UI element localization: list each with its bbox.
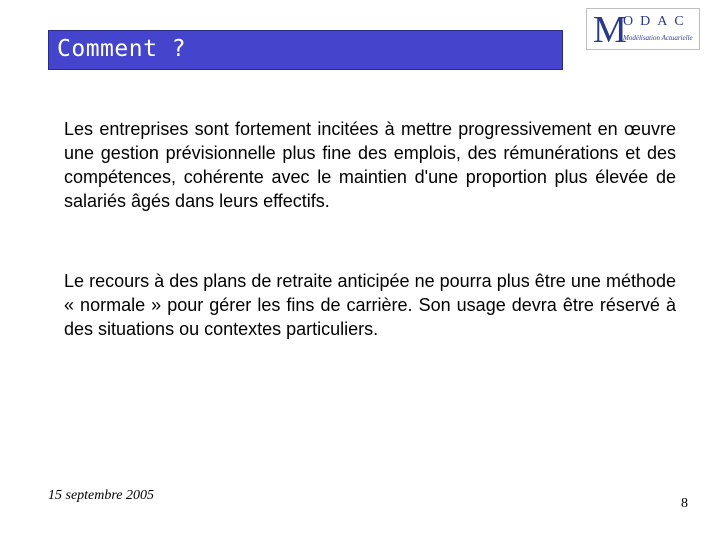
body-paragraph-2: Le recours à des plans de retraite anticipée ne pourra plus être une méthode « normale » pour gérer les fins de carrière. Son usage devra être réservé à des situations ou contextes particuliers. (64, 271, 676, 339)
logo-subtitle: Modélisation Actuarielle (623, 34, 693, 42)
page-number: 8 (681, 496, 688, 511)
modac-logo (586, 8, 700, 50)
body-paragraph-1: Les entreprises sont fortement incitées à mettre progressivement en œuvre une gestion prévisionnelle plus fine des emplois, des rémunérations et des compétences, cohérente avec le maintien d'une proportion plus élevée de salariés âgés dans leurs effectifs. (64, 119, 676, 211)
footer-date: 15 septembre 2005 (48, 488, 155, 503)
slide-title: Comment ? (57, 36, 187, 62)
logo-name: ODAC (623, 14, 691, 29)
title-bar (48, 30, 563, 70)
logo-letter: M (593, 9, 627, 51)
